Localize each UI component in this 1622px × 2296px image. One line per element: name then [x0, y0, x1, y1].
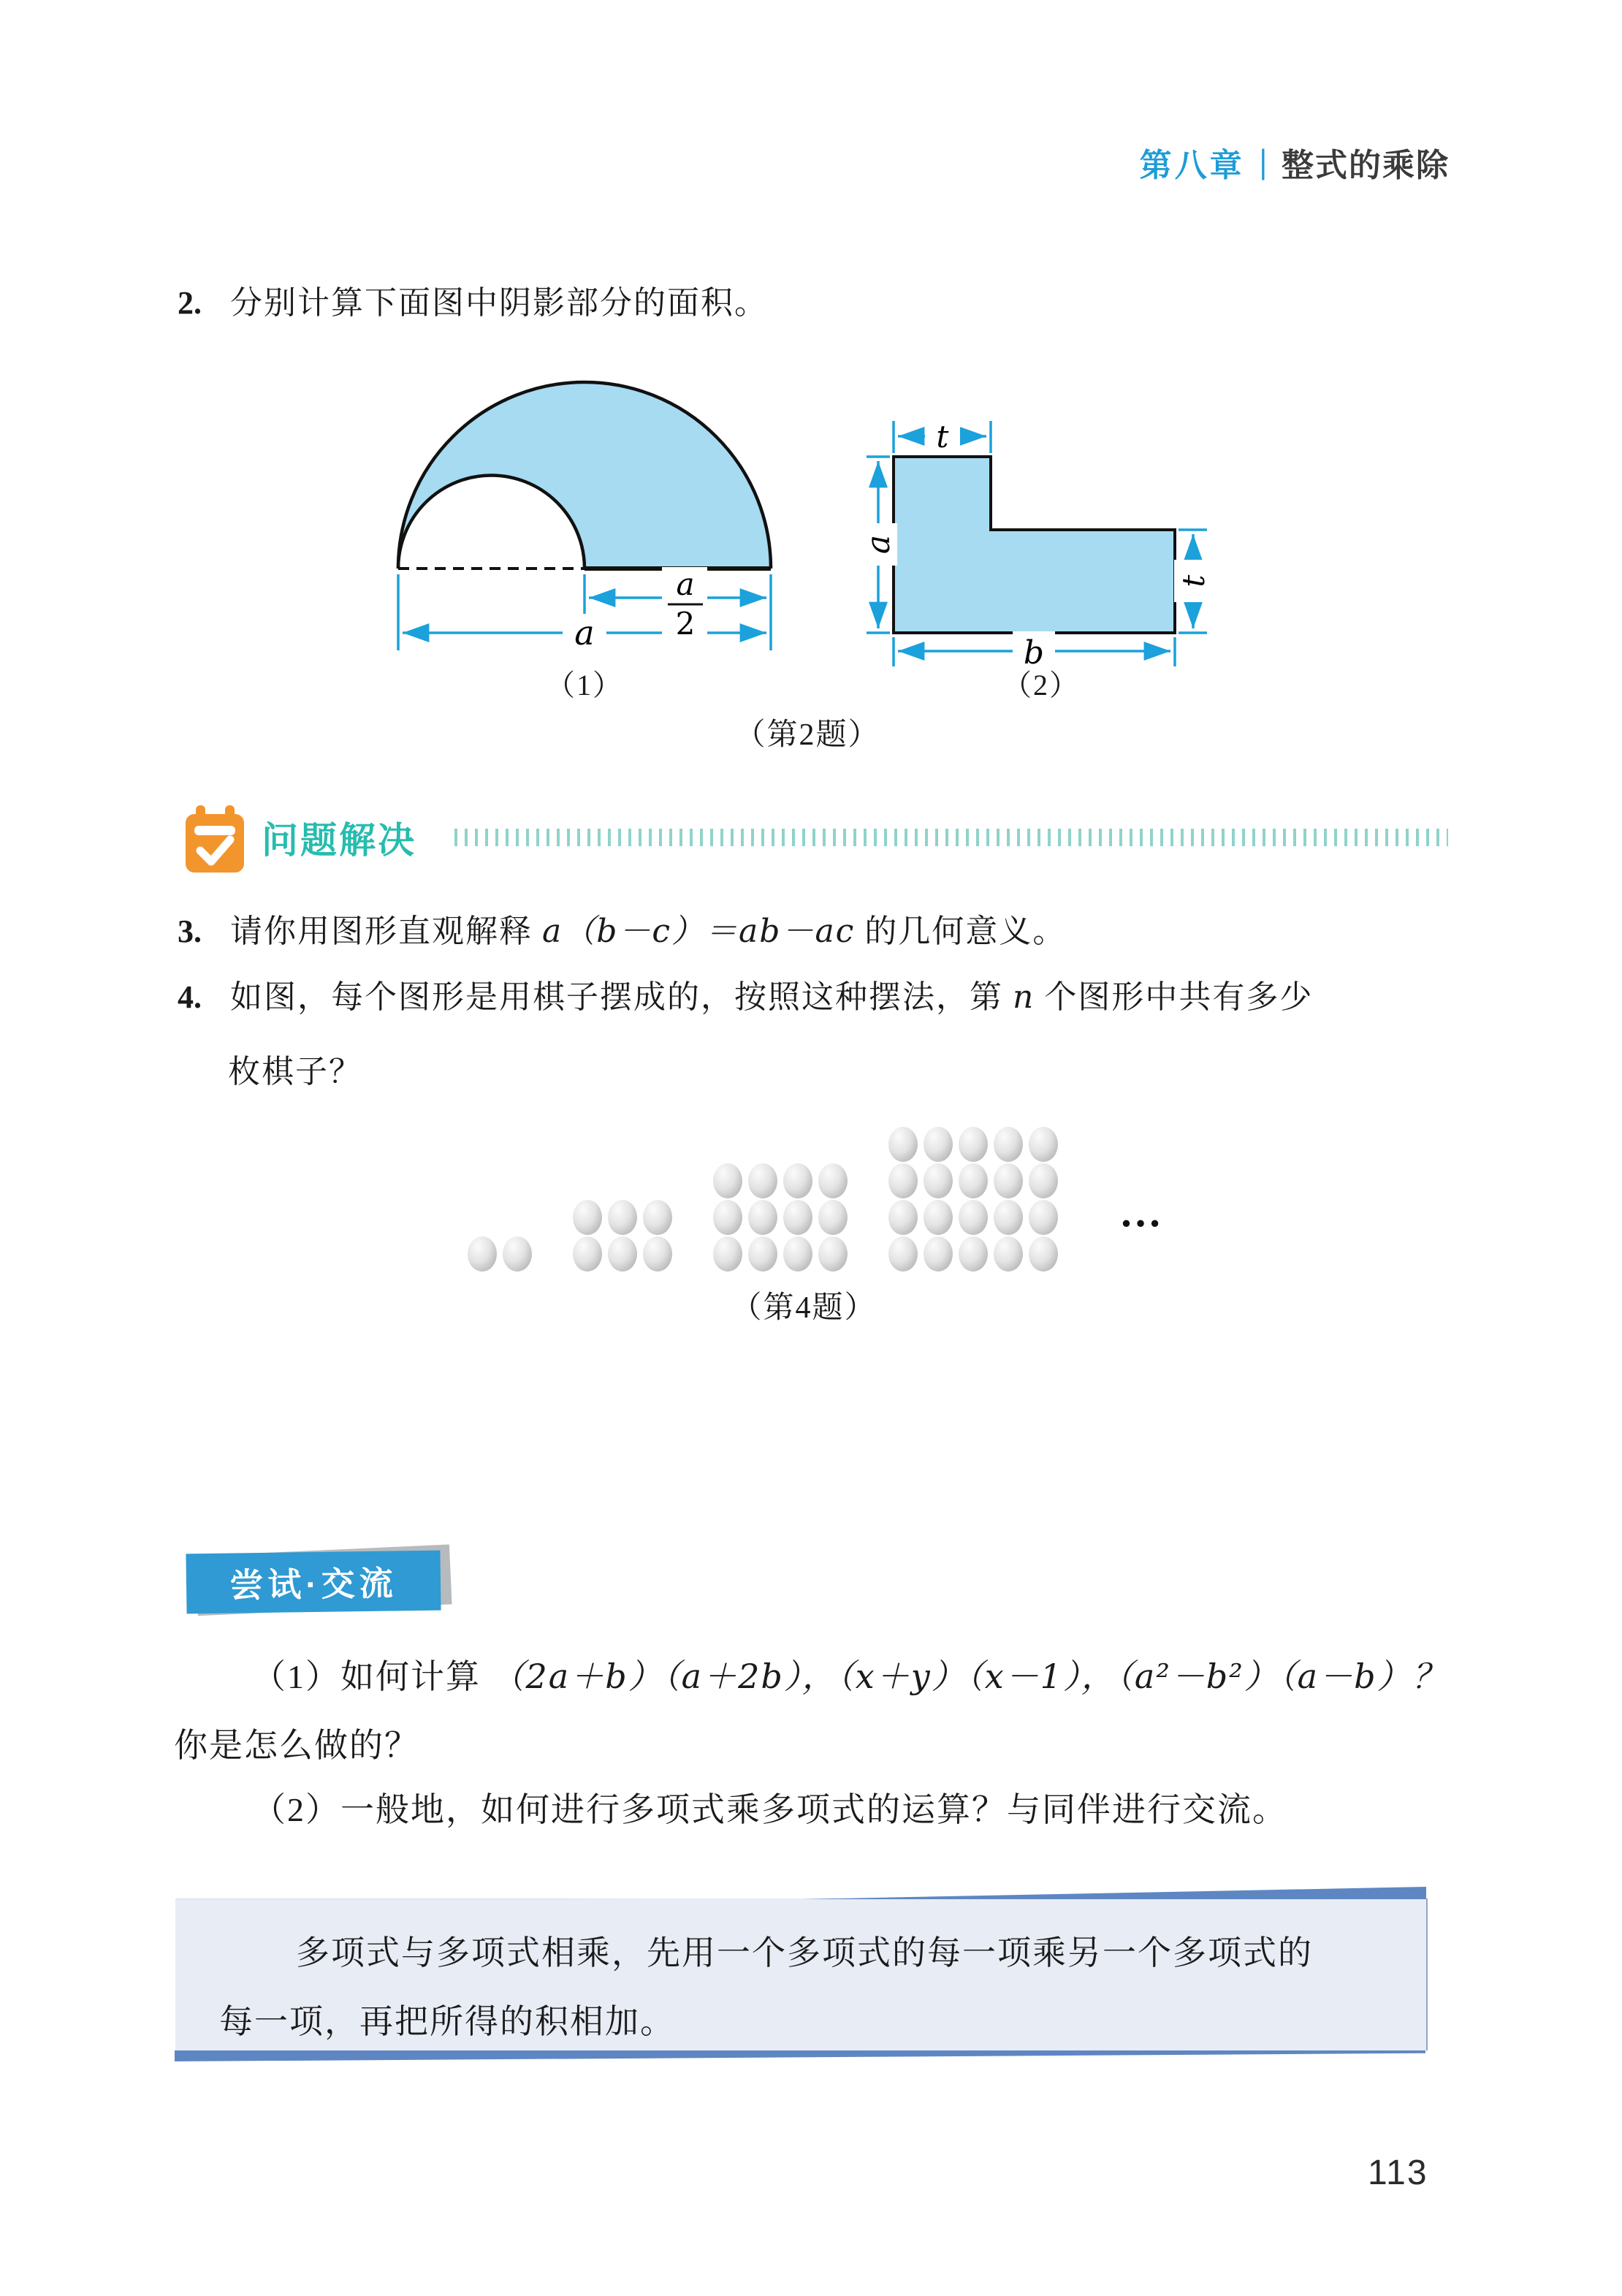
dim-label-t-top: t	[936, 419, 949, 455]
dot-pattern	[468, 1236, 532, 1271]
chapter-title: 整式的乘除	[1282, 148, 1450, 183]
game-piece	[748, 1200, 777, 1235]
shaded-region	[398, 382, 771, 569]
problem-3-number: 3.	[178, 913, 202, 949]
problem-4	[178, 970, 1313, 1017]
game-piece	[503, 1236, 532, 1271]
fraction-denominator: 2	[675, 606, 696, 642]
try-p1-formula: （2a＋b）（a＋2b），（x＋y）（x－1），（a²－b²）（a－b）？	[490, 1657, 1447, 1696]
figure-2-lshape	[859, 418, 1212, 672]
dot-pattern	[888, 1127, 1058, 1271]
problem-3-suffix: 的几何意义。	[864, 913, 1067, 949]
game-piece	[959, 1163, 988, 1198]
dot-pattern	[573, 1200, 672, 1271]
ellipsis: …	[1119, 1188, 1166, 1236]
game-piece	[994, 1163, 1023, 1198]
game-piece	[1029, 1127, 1058, 1162]
game-piece	[994, 1127, 1023, 1162]
note-box-line2: 每一项，再把所得的积相加。	[219, 2003, 675, 2040]
problem-2-figures	[365, 357, 1242, 700]
problem-4-number: 4.	[178, 979, 202, 1015]
section-title-problem-solving: 问题解决	[262, 820, 416, 861]
game-piece	[1029, 1236, 1058, 1271]
note-box-top-ribbon	[175, 1887, 1426, 1899]
problem-3	[178, 905, 1066, 951]
section-dashed-ruler	[454, 829, 1448, 846]
game-piece	[888, 1163, 918, 1198]
game-piece	[643, 1236, 672, 1271]
try-p1-lead: （1）如何计算	[252, 1658, 481, 1695]
problem-4-variable: n	[1013, 978, 1035, 1016]
try-paragraph-1	[252, 1650, 1447, 1698]
game-piece	[959, 1127, 988, 1162]
game-piece	[959, 1236, 988, 1271]
fraction-numerator: a	[676, 566, 695, 602]
game-piece	[608, 1200, 637, 1235]
problem-4-figure-caption: （第4题）	[731, 1291, 877, 1325]
game-piece	[818, 1200, 848, 1235]
problem-4-text-cont: 个图形中共有多少	[1044, 979, 1314, 1015]
game-piece	[924, 1200, 953, 1235]
banner-label: 尝试·交流	[229, 1564, 398, 1605]
game-piece	[1029, 1163, 1058, 1198]
problem-4-text: 如图，每个图形是用棋子摆成的，按照这种摆法，第	[230, 979, 1013, 1015]
problem-4-line2: 枚棋子？	[228, 1054, 362, 1090]
try-paragraph-1-line2: 你是怎么做的？	[174, 1727, 419, 1764]
try-paragraph-2: （2）一般地，如何进行多项式乘多项式的运算？与同伴进行交流。	[252, 1791, 1287, 1828]
figure-1-semicircles	[398, 382, 771, 653]
game-piece	[1029, 1200, 1058, 1235]
dim-label-t-right: t	[1176, 574, 1211, 588]
game-piece	[608, 1236, 637, 1271]
running-head	[1140, 139, 1450, 186]
problem-2-text: 分别计算下面图中阴影部分的面积。	[230, 285, 768, 321]
dim-label-a-left: a	[860, 534, 897, 555]
banner-plate	[186, 1551, 441, 1614]
problem-3-formula: a（b－c）＝ab－ac	[542, 913, 856, 950]
game-piece	[643, 1200, 672, 1235]
game-piece	[994, 1200, 1023, 1235]
try-communicate-banner	[186, 1552, 441, 1612]
game-piece	[713, 1236, 742, 1271]
game-piece	[713, 1163, 742, 1198]
page-number: 113	[1368, 2154, 1428, 2192]
note-box-bottom-ribbon	[175, 2050, 1425, 2061]
problem-2-figure-caption: （第2题）	[734, 718, 880, 752]
problem-2	[178, 276, 768, 323]
game-piece	[888, 1236, 918, 1271]
game-piece	[783, 1163, 812, 1198]
game-piece	[924, 1236, 953, 1271]
game-piece	[818, 1236, 848, 1271]
figure-1-label: （1）	[546, 669, 623, 702]
game-piece	[959, 1200, 988, 1235]
game-piece	[924, 1127, 953, 1162]
game-piece	[783, 1236, 812, 1271]
problem-2-number: 2.	[178, 285, 202, 321]
game-piece	[468, 1236, 497, 1271]
game-piece	[818, 1163, 848, 1198]
calendar-check-icon	[184, 805, 247, 874]
dot-pattern	[713, 1163, 848, 1271]
game-piece	[888, 1127, 918, 1162]
l-shape	[894, 457, 1175, 633]
note-box-line1: 多项式与多项式相乘，先用一个多项式的每一项乘另一个多项式的	[296, 1934, 1313, 1972]
dot-figure	[468, 1127, 1166, 1271]
problem-3-prefix: 请你用图形直观解释	[230, 913, 542, 949]
game-piece	[924, 1163, 953, 1198]
game-piece	[994, 1236, 1023, 1271]
chapter-label: 第八章	[1139, 148, 1245, 183]
game-piece	[573, 1200, 602, 1235]
dim-label-b: b	[1023, 634, 1045, 672]
game-piece	[748, 1236, 777, 1271]
game-piece	[573, 1236, 602, 1271]
game-piece	[783, 1200, 812, 1235]
game-piece	[888, 1200, 918, 1235]
game-piece	[713, 1200, 742, 1235]
figure-2-label: （2）	[1002, 669, 1080, 702]
dim-label-a: a	[574, 613, 595, 653]
header-separator: |	[1259, 143, 1267, 180]
game-piece	[748, 1163, 777, 1198]
